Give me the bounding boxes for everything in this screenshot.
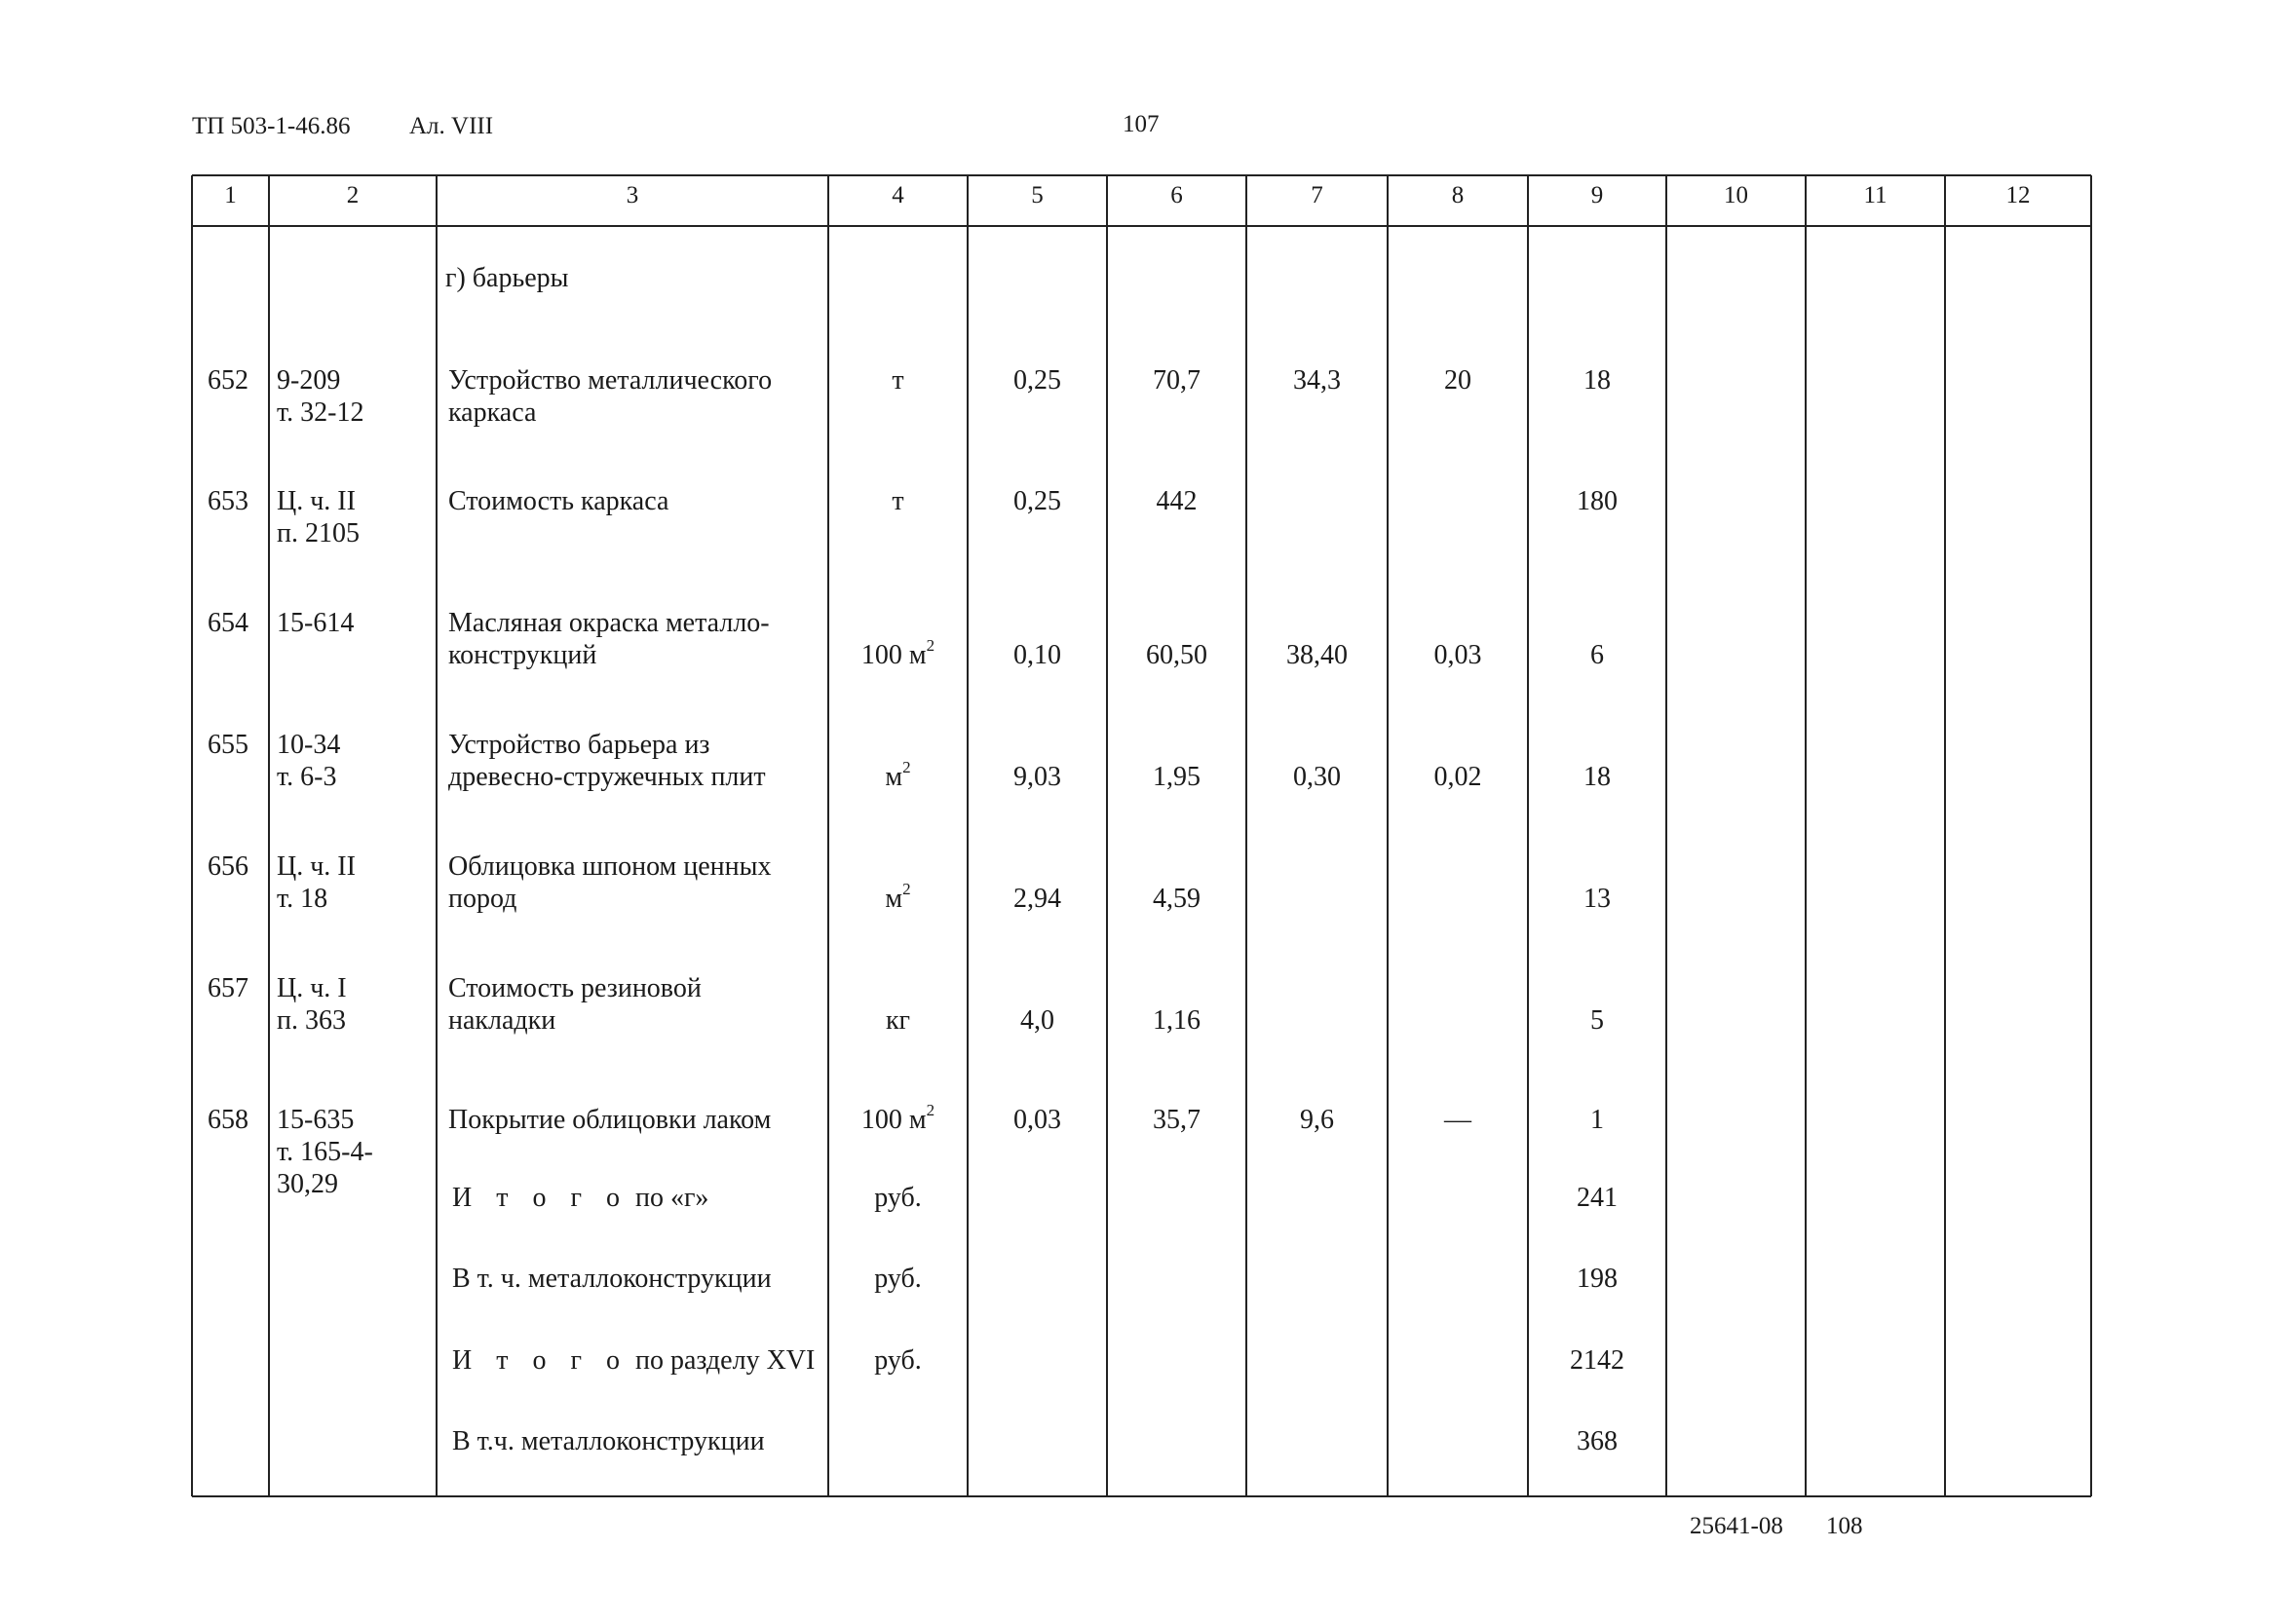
value-col-9: 13 <box>1583 884 1611 914</box>
row-number: 657 <box>208 973 248 1003</box>
work-name: Стоимость резиновой <box>448 973 702 1003</box>
value-col-9: 180 <box>1577 486 1618 516</box>
unit <box>828 1100 968 1136</box>
value-col-9: 6 <box>1590 640 1604 670</box>
value-col-7: 9,6 <box>1300 1105 1334 1135</box>
column-number-header: 9 <box>1590 182 1604 208</box>
unit-exponent: 2 <box>926 635 935 655</box>
unit <box>828 485 968 517</box>
column-number-header: 8 <box>1451 182 1465 208</box>
work-name: накладки <box>448 1005 556 1036</box>
rate-code: п. 363 <box>277 1005 346 1036</box>
rate-code: т. 32-12 <box>277 397 364 428</box>
work-name: пород <box>448 884 517 914</box>
column-number-header: 4 <box>892 182 904 208</box>
rate-code: п. 2105 <box>277 518 360 548</box>
work-name: конструкций <box>448 640 597 670</box>
value-col-5: 0,03 <box>1013 1105 1061 1135</box>
unit <box>828 1004 968 1037</box>
total-value: 198 <box>1577 1264 1618 1294</box>
work-name: Стоимость каркаса <box>448 486 669 516</box>
value-col-5: 0,25 <box>1013 365 1061 396</box>
album-number: Ал. VIII <box>409 113 494 139</box>
total-unit: руб. <box>874 1264 922 1294</box>
column-number-header: 10 <box>1724 182 1748 208</box>
total-label-spaced: И т о г о <box>452 1345 629 1376</box>
unit-text: т <box>892 365 904 396</box>
row-number: 658 <box>208 1105 248 1135</box>
unit-text: м <box>885 762 903 792</box>
rate-code: Ц. ч. I <box>277 973 347 1003</box>
footer-code: 25641-08 <box>1690 1513 1783 1539</box>
unit <box>828 879 968 915</box>
unit-text: 100 м <box>860 640 927 670</box>
rate-code: 15-635 <box>277 1105 355 1135</box>
total-label <box>452 1425 765 1457</box>
value-col-9: 5 <box>1590 1005 1604 1036</box>
value-col-7: 0,30 <box>1293 762 1341 792</box>
unit <box>828 364 968 397</box>
column-number-header: 7 <box>1311 182 1323 208</box>
row-number: 654 <box>208 608 248 638</box>
total-label-text: по разделу XVI <box>628 1345 816 1376</box>
value-col-7: 38,40 <box>1286 640 1348 670</box>
work-name: Устройство металлического <box>448 365 773 396</box>
section-heading: г) барьеры <box>445 263 569 293</box>
unit-text: т <box>892 486 904 516</box>
total-value: 241 <box>1577 1183 1618 1213</box>
value-col-5: 2,94 <box>1013 884 1061 914</box>
value-col-8: — <box>1444 1105 1471 1135</box>
document-code: ТП 503-1-46.86 <box>192 113 351 139</box>
value-col-5: 0,25 <box>1013 486 1061 516</box>
value-col-8: 20 <box>1444 365 1471 396</box>
unit <box>828 757 968 793</box>
value-col-6: 1,16 <box>1153 1005 1201 1036</box>
value-col-7: 34,3 <box>1293 365 1341 396</box>
total-label-text: по «г» <box>628 1183 709 1213</box>
unit-text: м <box>885 884 903 914</box>
total-label-text: В т.ч. металлоконструкции <box>452 1426 765 1456</box>
row-number: 656 <box>208 851 248 882</box>
value-col-5: 9,03 <box>1013 762 1061 792</box>
total-label <box>452 1182 708 1214</box>
rate-code: Ц. ч. II <box>277 851 356 882</box>
rate-code: 10-34 <box>277 730 341 760</box>
total-label-spaced: И т о г о <box>452 1183 629 1213</box>
total-label-text: В т. ч. металлоконструкции <box>452 1264 772 1294</box>
value-col-8: 0,02 <box>1433 762 1482 792</box>
rate-code: Ц. ч. II <box>277 486 356 516</box>
rate-code: т. 165-4- <box>277 1137 373 1167</box>
row-number: 653 <box>208 486 248 516</box>
column-number-header: 1 <box>224 182 237 208</box>
value-col-5: 4,0 <box>1020 1005 1054 1036</box>
total-value: 2142 <box>1570 1345 1624 1376</box>
work-name: Покрытие облицовки лаком <box>448 1105 772 1135</box>
value-col-9: 18 <box>1583 365 1611 396</box>
unit-text: 100 м <box>860 1105 927 1135</box>
unit-exponent: 2 <box>926 1100 935 1119</box>
column-number-header: 5 <box>1031 182 1044 208</box>
unit-exponent: 2 <box>902 757 911 776</box>
column-number-header: 12 <box>2005 182 2031 208</box>
total-label <box>452 1263 772 1295</box>
rate-code: 15-614 <box>277 608 355 638</box>
value-col-6: 35,7 <box>1153 1105 1201 1135</box>
column-number-header: 2 <box>346 182 360 208</box>
unit <box>828 635 968 671</box>
value-col-9: 1 <box>1590 1105 1604 1135</box>
footer-page-number: 108 <box>1826 1513 1863 1539</box>
total-unit: руб. <box>874 1183 922 1213</box>
work-name: Масляная окраска металло- <box>448 608 770 638</box>
value-col-6: 1,95 <box>1153 762 1201 792</box>
row-number: 652 <box>208 365 248 396</box>
value-col-9: 18 <box>1583 762 1611 792</box>
rate-code: т. 6-3 <box>277 762 337 792</box>
value-col-6: 70,7 <box>1153 365 1201 396</box>
column-number-header: 6 <box>1170 182 1183 208</box>
column-number-header: 3 <box>626 182 639 208</box>
unit-exponent: 2 <box>902 879 911 898</box>
total-unit: руб. <box>874 1345 922 1376</box>
total-value: 368 <box>1577 1426 1618 1456</box>
rate-code: 9-209 <box>277 365 341 396</box>
value-col-6: 442 <box>1156 486 1198 516</box>
unit-text: кг <box>885 1005 911 1036</box>
value-col-5: 0,10 <box>1013 640 1061 670</box>
column-number-header: 11 <box>1863 182 1888 208</box>
total-label <box>452 1344 815 1377</box>
work-name: каркаса <box>448 397 537 428</box>
work-name: Устройство барьера из <box>448 730 710 760</box>
page-number: 107 <box>1123 111 1160 137</box>
value-col-6: 4,59 <box>1153 884 1201 914</box>
rate-code: т. 18 <box>277 884 328 914</box>
work-name: Облицовка шпоном ценных <box>448 851 772 882</box>
work-name: древесно-стружечных плит <box>448 762 766 792</box>
row-number: 655 <box>208 730 248 760</box>
rate-code: 30,29 <box>277 1169 338 1199</box>
value-col-8: 0,03 <box>1433 640 1482 670</box>
value-col-6: 60,50 <box>1146 640 1207 670</box>
